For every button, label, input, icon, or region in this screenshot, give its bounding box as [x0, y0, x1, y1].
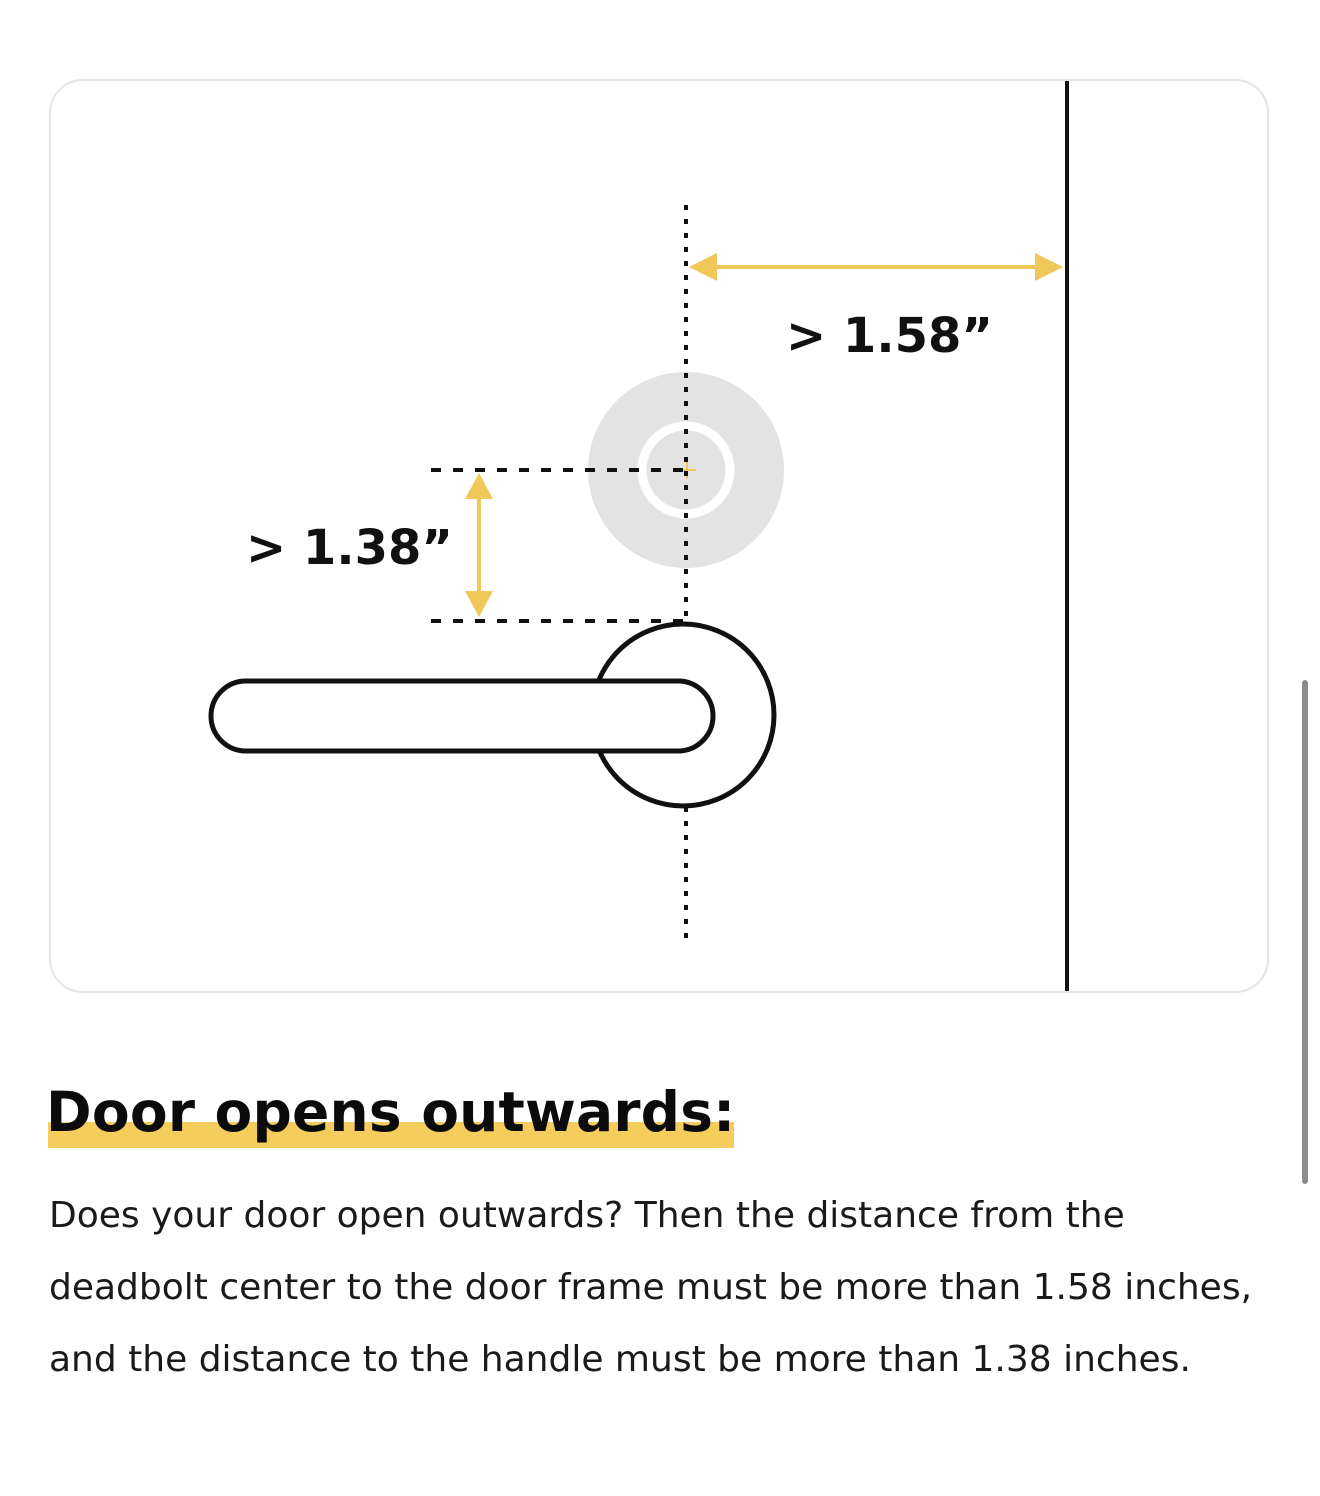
- section-description: Does your door open outwards? Then the distance from the deadbolt center to the door frame must be more than 1.58 inches, and the distance to the handle must be more than 1.38 inches.: [49, 1195, 1253, 1380]
- frame-distance-label: > 1.58”: [786, 308, 993, 364]
- section-heading: Door opens outwards:: [46, 1080, 736, 1144]
- door-lock-diagram: [51, 81, 1269, 993]
- installation-diagram-card: [49, 79, 1269, 993]
- frame-distance-arrow: [689, 253, 1063, 281]
- handle-distance-label: > 1.38”: [246, 520, 453, 576]
- section-heading-wrap: [46, 1072, 735, 1152]
- handle-distance-arrow: [465, 473, 493, 617]
- scrollbar[interactable]: [1302, 680, 1308, 1184]
- lever-handle: [211, 681, 713, 751]
